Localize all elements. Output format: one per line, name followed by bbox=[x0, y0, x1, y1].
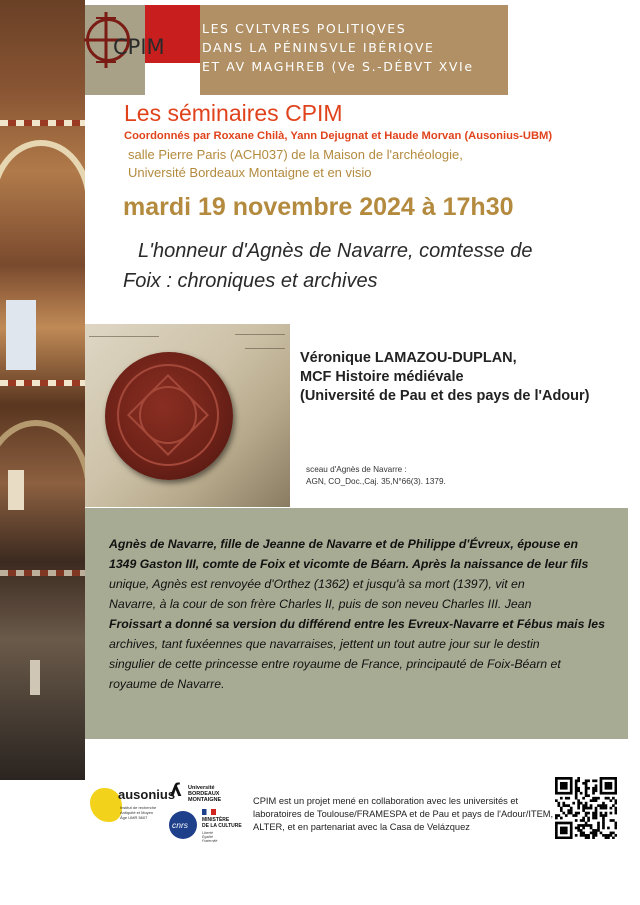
manuscript-ink bbox=[245, 348, 285, 349]
ministry-culture-logo bbox=[202, 809, 242, 845]
abstract-line: archives, tant fuxéennes que navarraises, jettent un tout autre jour sur le destin bbox=[109, 637, 540, 651]
ubm-line: MONTAIGNE bbox=[188, 797, 222, 803]
wax-seal-icon bbox=[105, 352, 233, 480]
ornament-band bbox=[0, 570, 85, 576]
image-caption-line: AGN, CO_Doc.,Caj. 35,N°66(3). 1379. bbox=[306, 477, 446, 486]
ubm-mark-icon: ʎ bbox=[170, 780, 182, 801]
abstract-line: singulier de cette princesse entre royaume de France, principauté de Foix-Béarn et bbox=[109, 657, 561, 671]
decorative-photo-strip bbox=[0, 0, 85, 780]
cnrs-logo bbox=[169, 811, 197, 839]
abstract-line: royaume de Navarre. bbox=[109, 677, 225, 691]
manuscript-ink bbox=[235, 334, 285, 335]
ubm-logo bbox=[170, 782, 240, 806]
ausonius-subtitle: Institut de recherche Antiquité et Moyen Âge UMR 5607 bbox=[120, 805, 157, 820]
ausonius-name: ausonius bbox=[118, 787, 176, 802]
abstract-line: unique, Agnès est renvoyée d'Orthez (1362) et jusqu'à sa mort (1397), vit en bbox=[109, 577, 525, 591]
coordinators-line: Coordonnés par Roxane Chilà, Yann Dejugnat et Haude Morvan (Ausonius-UBM) bbox=[124, 130, 553, 142]
footer-text-line: CPIM est un projet mené en collaboration avec les universités et bbox=[253, 796, 519, 806]
speaker-name: Véronique LAMAZOU-DUPLAN, bbox=[300, 350, 517, 366]
ausonius-logo bbox=[90, 785, 176, 825]
cpim-logo-text: CPIM bbox=[113, 35, 165, 59]
seal-image bbox=[85, 324, 290, 507]
french-flag-icon bbox=[202, 809, 216, 815]
talk-title-line: Foix : chroniques et archives bbox=[123, 270, 378, 292]
ubm-line: Université bbox=[188, 785, 215, 791]
header-title-line: ET AV MAGHREB (Ve S.-DÉBVT XVIe bbox=[202, 59, 474, 74]
republic-motto bbox=[202, 831, 217, 843]
motto-line: Liberté bbox=[202, 831, 213, 835]
ministry-line: DE LA CULTURE bbox=[202, 823, 242, 829]
ubm-text bbox=[188, 785, 221, 803]
event-date: mardi 19 novembre 2024 à 17h30 bbox=[123, 193, 514, 221]
qr-code-icon[interactable] bbox=[555, 777, 617, 839]
talk-title-line: L'honneur d'Agnès de Navarre, comtesse de bbox=[138, 240, 533, 262]
venue-line: salle Pierre Paris (ACH037) de la Maison de l'archéologie, bbox=[128, 147, 463, 162]
window-light bbox=[8, 470, 24, 510]
ornament-band bbox=[0, 120, 85, 126]
cnrs-text: cnrs bbox=[172, 820, 189, 830]
abstract-line: Navarre, à la cour de son frère Charles II, puis de son neveu Charles III. Jean bbox=[109, 597, 532, 611]
abstract-line: 1349 Gaston III, comte de Foix et vicomte de Béarn. Après la naissance de leur fils bbox=[109, 557, 589, 571]
venue-line: Université Bordeaux Montaigne et en visio bbox=[128, 165, 372, 180]
window-light bbox=[6, 300, 36, 370]
abstract-line: Froissart a donné sa version du différend entre les Evreux-Navarre et Fébus mais les bbox=[109, 617, 605, 631]
header-title-line: LES CVLTVRES POLITIQVES bbox=[202, 21, 407, 36]
header-title-line: DANS LA PÉNINSVLE IBÉRIQVE bbox=[202, 40, 435, 55]
speaker-position: MCF Histoire médiévale bbox=[300, 369, 464, 385]
ornament-band bbox=[0, 380, 85, 386]
ministry-text bbox=[202, 817, 242, 829]
seminar-title: Les séminaires CPIM bbox=[124, 100, 343, 126]
arch-ornament bbox=[0, 140, 85, 266]
motto-line: Égalité bbox=[202, 835, 213, 839]
manuscript-ink bbox=[89, 336, 159, 337]
image-caption-line: sceau d'Agnès de Navarre : bbox=[306, 465, 407, 474]
speaker-affiliation: (Université de Pau et des pays de l'Adour) bbox=[300, 388, 590, 404]
ministry-line: MINISTÈRE bbox=[202, 817, 230, 823]
motto-line: Fraternité bbox=[202, 839, 218, 843]
statue-silhouette bbox=[30, 660, 40, 695]
footer-text-line: laboratoires de Toulouse/FRAMESPA et de Pau et pays de l'Adour/ITEM, bbox=[253, 809, 554, 819]
ubm-line: BORDEAUX bbox=[188, 791, 220, 797]
abstract-line: Agnès de Navarre, fille de Jeanne de Navarre et de Philippe d'Évreux, épouse en bbox=[109, 537, 579, 551]
seal-knot bbox=[139, 386, 197, 444]
footer-text-line: ALTER, et en partenariat avec la Casa de Velázquez bbox=[253, 822, 470, 832]
